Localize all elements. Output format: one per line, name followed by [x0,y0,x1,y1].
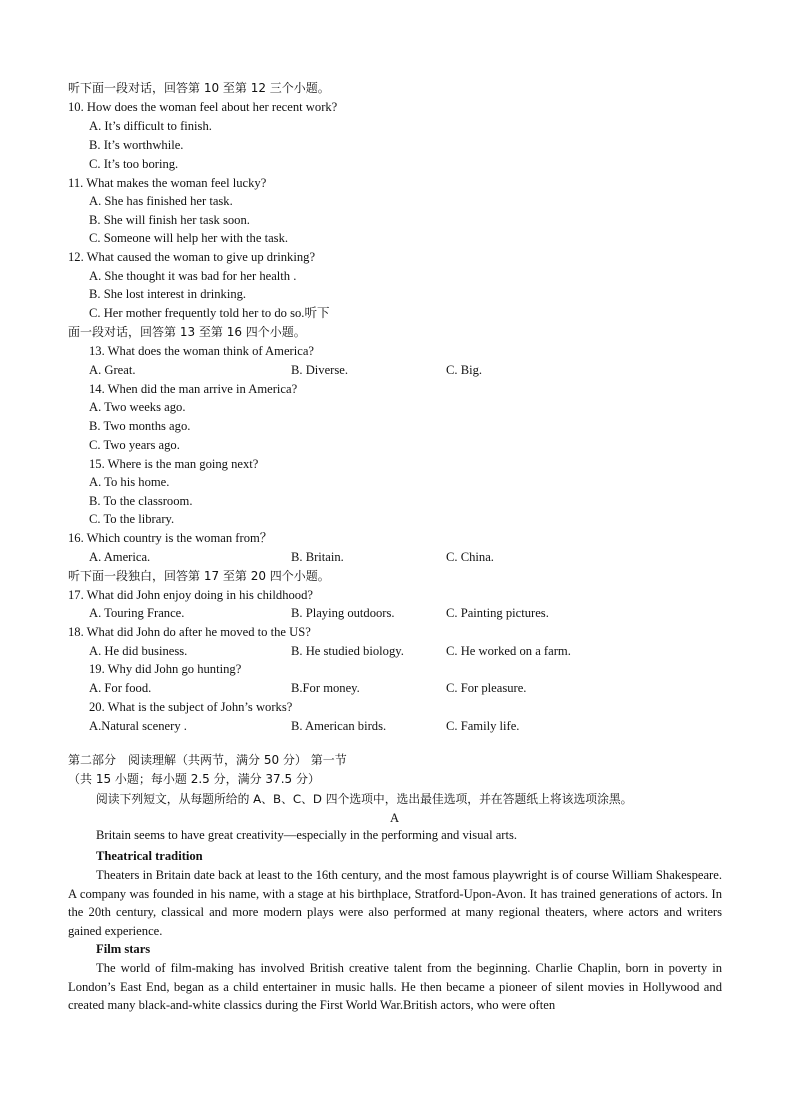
question-15-option-c: C. To the library. [89,512,175,526]
listening-intro-13-16: 面一段对话，回答第 13 至第 16 四个小题。 [68,325,306,339]
question-17-option-b: B. Playing outdoors. [291,606,395,620]
question-10-option-c: C. It’s too boring. [89,157,179,171]
question-13-option-c: C. Big. [446,363,483,377]
question-18-option-b: B. He studied biology. [291,644,404,658]
question-19-option-c: C. For pleasure. [446,681,527,695]
question-11-option-b: B. She will finish her task soon. [89,213,250,227]
question-15-stem: 15. Where is the man going next? [89,457,259,471]
question-17-stem: 17. What did John enjoy doing in his childhood? [68,588,313,602]
question-14-option-b: B. Two months ago. [89,419,191,433]
question-18-stem: 18. What did John do after he moved to the US? [68,625,311,639]
question-20-option-b: B. American birds. [291,719,387,733]
question-16-stem: 16. Which country is the woman from？ [68,531,273,545]
question-16-option-b: B. Britain. [291,550,344,564]
question-19-stem: 19. Why did John go hunting? [89,662,242,676]
film-paragraph: The world of film-making has involved British creative talent from the beginning. Charlie Chaplin, born in poverty in London’s East End, began as a child entertainer in music halls. He then became a pioneer of silent movies in Hollywood and created many black-and-white classics during the First World War.British actors, who were often [68,961,722,1013]
question-16-option-a: A. America. [89,550,151,564]
question-13-stem: 13. What does the woman think of America? [89,344,314,358]
question-16-option-c: C. China. [446,550,494,564]
part2-heading-line1: 第二部分 阅读理解（共两节，满分 50 分） 第一节 [68,753,347,767]
question-18-option-c: C. He worked on a farm. [446,644,571,658]
question-19-option-a: A. For food. [89,681,152,695]
question-10-option-a: A. It’s difficult to finish. [89,119,212,133]
question-20-option-a: A.Natural scenery . [89,719,187,733]
question-18-option-a: A. He did business. [89,644,188,658]
part2-heading-line2: （共 15 小题；每小题 2.5 分，满分 37.5 分） [68,772,320,786]
question-10-option-b: B. It’s worthwhile. [89,138,184,152]
question-12-option-a: A. She thought it was bad for her health . [89,269,297,283]
film-heading: Film stars [96,942,151,956]
question-12-stem: 12. What caused the woman to give up drinking? [68,250,316,264]
theatre-paragraph: Theaters in Britain date back at least to the 16th century, and the most famous playwright is of course William Shakespeare. A company was founded in his name, with a stage at his birthplace, Stratford-Upon-Avon. It has trained generations of actors. In the 20th century, classical and more modern plays were also performed at many regional theaters, where actors and writers gained experience. [68,868,722,939]
question-13-option-a: A. Great. [89,363,136,377]
listening-intro-10-12: 听下面一段对话，回答第 10 至第 12 三个小题。 [68,81,330,95]
question-15-option-b: B. To the classroom. [89,494,193,508]
question-14-option-c: C. Two years ago. [89,438,180,452]
reading-instruction: 阅读下列短文，从每题所给的 A、B、C、D 四个选项中，选出最佳选项，并在答题纸上将该选项涂黑。 [96,792,633,806]
question-12-option-b: B. She lost interest in drinking. [89,287,247,301]
passage-intro: Britain seems to have great creativity—especially in the performing and visual arts. [96,828,518,842]
question-17-option-c: C. Painting pictures. [446,606,549,620]
question-19-option-b: B.For money. [291,681,360,695]
question-11-option-a: A. She has finished her task. [89,194,233,208]
question-10-stem: 10. How does the woman feel about her recent work? [68,100,338,114]
question-13-option-b: B. Diverse. [291,363,349,377]
question-20-stem: 20. What is the subject of John’s works? [89,700,293,714]
question-14-option-a: A. Two weeks ago. [89,400,186,414]
passage-label: A [390,811,400,825]
question-12-option-c: C. Her mother frequently told her to do so.听下 [89,306,330,320]
question-11-stem: 11. What makes the woman feel lucky? [68,176,267,190]
question-17-option-a: A. Touring France. [89,606,185,620]
question-20-option-c: C. Family life. [446,719,520,733]
theatre-heading: Theatrical tradition [96,849,203,863]
question-14-stem: 14. When did the man arrive in America? [89,382,298,396]
listening-intro-17-20: 听下面一段独白，回答第 17 至第 20 四个小题。 [68,569,330,583]
question-15-option-a: A. To his home. [89,475,170,489]
question-11-option-c: C. Someone will help her with the task. [89,231,289,245]
